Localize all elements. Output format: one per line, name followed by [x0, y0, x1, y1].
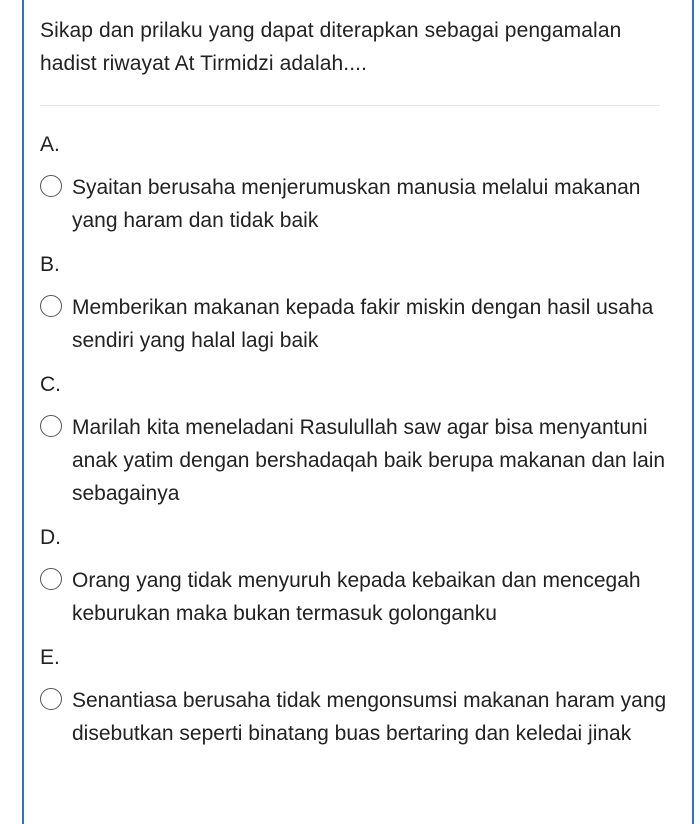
option-row[interactable] — [40, 411, 670, 510]
option-letter: C. — [40, 373, 61, 396]
question-card — [40, 14, 670, 764]
option-b[interactable] — [40, 251, 670, 357]
option-letter: A. — [40, 133, 60, 156]
option-a[interactable] — [40, 131, 670, 237]
option-letter: B. — [40, 253, 60, 276]
option-text: Memberikan makanan kepada fakir miskin dengan hasil usaha sendiri yang halal lagi baik — [72, 296, 654, 352]
option-row[interactable] — [40, 171, 670, 237]
option-row[interactable] — [40, 564, 670, 630]
option-text: Senantiasa berusaha tidak mengonsumsi makanan haram yang disebutkan seperti binatang buas bertaring dan keledai jinak — [72, 689, 667, 745]
option-e[interactable] — [40, 644, 670, 750]
option-text: Syaitan berusaha menjerumuskan manusia melalui makanan yang haram dan tidak baik — [72, 176, 641, 232]
option-text: Orang yang tidak menyuruh kepada kebaikan dan mencegah keburukan maka bukan termasuk golonganku — [72, 569, 641, 625]
right-border-line — [692, 0, 694, 824]
radio-button[interactable] — [40, 175, 62, 197]
radio-button[interactable] — [40, 295, 62, 317]
option-d[interactable] — [40, 524, 670, 630]
divider — [40, 105, 660, 106]
option-row[interactable] — [40, 291, 670, 357]
option-row[interactable] — [40, 684, 670, 750]
option-letter: D. — [40, 526, 61, 549]
question-text: Sikap dan prilaku yang dapat diterapkan sebagai pengamalan hadist riwayat At Tirmidzi adalah.... — [40, 19, 622, 75]
option-letter: E. — [40, 646, 60, 669]
left-border-line — [22, 0, 24, 824]
radio-button[interactable] — [40, 688, 62, 710]
radio-button[interactable] — [40, 568, 62, 590]
option-c[interactable] — [40, 371, 670, 510]
radio-button[interactable] — [40, 415, 62, 437]
option-text: Marilah kita meneladani Rasulullah saw agar bisa menyantuni anak yatim dengan bershadaqah baik berupa makanan dan lain sebagainya — [72, 416, 666, 505]
